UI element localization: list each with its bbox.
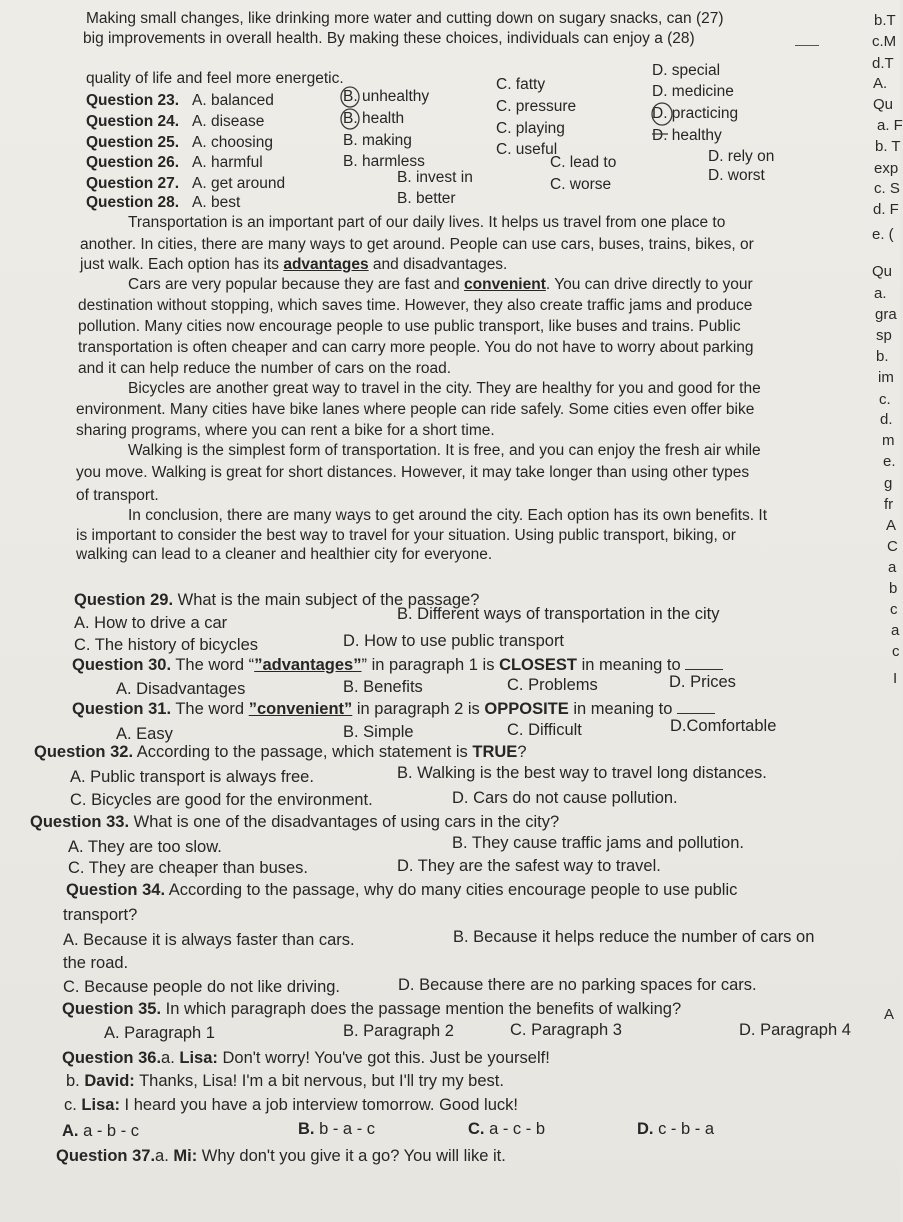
passage-p2-line3: pollution. Many cities now encourage people to use public transport, like buses and trains. Public (78, 318, 741, 335)
q29-stem: Question 29. What is the main subject of the passage? (74, 591, 480, 609)
intro-line-3: quality of life and feel more energetic. (86, 70, 344, 87)
q23-option-d: D. special (652, 62, 721, 79)
margin-fragment: d.T (872, 55, 894, 72)
margin-fragment: d. (880, 411, 893, 428)
margin-fragment: Qu (873, 96, 894, 113)
q28-option-d: D. worst (708, 167, 765, 184)
q28-option-b: B. better (397, 190, 456, 207)
passage-p2-line2: destination without stopping, which saves time. However, they also create traffic jams and produce (78, 297, 753, 314)
passage-p2-line1: Cars are very popular because they are fast and convenient. You can drive directly to your (128, 276, 753, 293)
q34-stem-line2: transport? (63, 906, 138, 924)
q34-option-b-cont: the road. (63, 954, 129, 972)
passage-p1-line3: just walk. Each option has its advantages and disadvantages. (80, 256, 508, 273)
q32-option-a: A. Public transport is always free. (70, 768, 314, 786)
q36-option-a: A. a - b - c (62, 1122, 140, 1140)
q30-target-word: ”advantages” (254, 656, 362, 674)
q32-stem: Question 32. According to the passage, which statement is TRUE? (34, 743, 527, 761)
q27-label: Question 27. (86, 175, 180, 192)
margin-fragment: e. ( (872, 226, 894, 243)
passage-p1-line2: another. In cities, there are many ways to get around. People can use cars, buses, trains, bikes, or (80, 236, 754, 253)
q32-option-c: C. Bicycles are good for the environment. (70, 791, 373, 809)
q35-option-d: D. Paragraph 4 (739, 1021, 851, 1039)
q37-line-a: Question 37.a. Mi: Why don't you give it a go? You will like it. (56, 1147, 506, 1165)
margin-fragment: c (890, 601, 898, 618)
passage-p3-line1: Bicycles are another great way to travel in the city. They are healthy for you and good for the (128, 380, 761, 397)
q24-option-d: D. medicine (652, 83, 734, 100)
q35-option-a: A. Paragraph 1 (104, 1024, 215, 1042)
q27-option-b: B. invest in (397, 169, 473, 186)
intro-line-1: Making small changes, like drinking more water and cutting down on sugary snacks, can (27) (86, 10, 724, 27)
q23-option-a: A. balanced (192, 92, 274, 109)
q34-option-d: D. Because there are no parking spaces for cars. (398, 976, 757, 994)
q33-option-c: C. They are cheaper than buses. (68, 859, 309, 877)
q24-label: Question 24. (86, 113, 180, 130)
q33-option-a: A. They are too slow. (68, 838, 222, 856)
margin-fragment: d. F (873, 201, 899, 218)
margin-fragment: A. (873, 75, 888, 92)
passage-p2-line4: transportation is often cheaper and can carry more people. You do not have to worry about parking (78, 339, 754, 356)
q29-option-d: D. How to use public transport (343, 632, 565, 650)
q30-option-a: A. Disadvantages (116, 680, 246, 698)
q25-label: Question 25. (86, 134, 180, 151)
q24-option-b: B. health (343, 110, 405, 127)
pen-circle (341, 109, 359, 129)
q34-option-c: C. Because people do not like driving. (63, 978, 341, 996)
q36-line-a: Question 36.a. Lisa: Don't worry! You've got this. Just be yourself! (62, 1049, 550, 1067)
passage-p5-line3: walking can lead to a cleaner and healthier city for everyone. (76, 546, 493, 563)
word-advantages: advantages (283, 256, 369, 273)
passage-p3-line2: environment. Many cities have bike lanes where people can ride safely. Some cities even offer bike (76, 401, 755, 418)
q32-option-d: D. Cars do not cause pollution. (452, 789, 678, 807)
q30-option-d: D. Prices (669, 673, 736, 691)
q28-option-c: C. worse (550, 176, 612, 193)
q28-option-a: A. best (192, 194, 241, 211)
margin-fragment: c.M (872, 33, 897, 50)
q31-target-word: ”convenient” (248, 700, 353, 718)
pen-circle (341, 87, 359, 107)
margin-fragment: a (888, 559, 897, 576)
q25-option-d: D. practicing (652, 105, 739, 122)
q31-option-a: A. Easy (116, 725, 173, 743)
q36-option-c: C. a - c - b (468, 1120, 546, 1138)
q36-line-b: b. David: Thanks, Lisa! I'm a bit nervous, but I'll try my best. (66, 1072, 504, 1090)
q25-option-a: A. choosing (192, 134, 273, 151)
q26-option-c: C. useful (496, 141, 558, 158)
q35-option-c: C. Paragraph 3 (510, 1021, 622, 1039)
passage-p4-line1: Walking is the simplest form of transportation. It is free, and you can enjoy the fresh air while (128, 442, 761, 459)
q34-option-a: A. Because it is always faster than cars. (63, 931, 355, 949)
q27-option-c: C. lead to (550, 154, 617, 171)
q33-option-d: D. They are the safest way to travel. (397, 857, 661, 875)
q31-option-c: C. Difficult (507, 721, 582, 739)
margin-fragment: b. T (875, 138, 901, 155)
q23-option-c: C. fatty (496, 76, 546, 93)
q30-stem: Question 30. The word “”advantages”” in paragraph 1 is CLOSEST in meaning to (72, 656, 723, 674)
q27-option-a: A. get around (192, 175, 286, 192)
margin-fragment: exp (874, 160, 899, 177)
margin-fragment: c (892, 643, 900, 660)
margin-fragment: b (889, 580, 898, 597)
margin-fragment: a (891, 622, 900, 639)
margin-fragment: b.T (874, 12, 896, 29)
q36-option-d: D. c - b - a (637, 1120, 715, 1138)
margin-fragment: b. (876, 348, 889, 365)
passage-p2-line5: and it can help reduce the number of cars on the road. (78, 360, 452, 377)
margin-fragment: a. F (877, 117, 903, 134)
q35-stem: Question 35. In which paragraph does the passage mention the benefits of walking? (62, 1000, 682, 1018)
margin-fragment: c. S (874, 180, 900, 197)
passage-p3-line3: sharing programs, where you can rent a bike for a short time. (76, 422, 495, 439)
margin-fragment: A (886, 517, 897, 534)
passage-p4-line2: you move. Walking is great for short distances. However, it may take longer than using other types (76, 464, 750, 481)
q29-option-c: C. The history of bicycles (74, 636, 259, 654)
margin-fragment: C (887, 538, 898, 555)
q23-label: Question 23. (86, 92, 180, 109)
q31-option-d: D.Comfortable (670, 717, 777, 735)
margin-fragment: m (882, 432, 895, 449)
intro-line-2: big improvements in overall health. By making these choices, individuals can enjoy a (28) (83, 30, 695, 47)
q26-option-d: D. healthy (652, 127, 722, 144)
margin-fragment: A (884, 1006, 895, 1023)
q26-option-a: A. harmful (192, 154, 263, 171)
margin-fragment: sp (876, 327, 892, 344)
q27-option-d: D. rely on (708, 148, 775, 165)
q31-option-b: B. Simple (343, 723, 414, 741)
q31-stem: Question 31. The word ”convenient” in paragraph 2 is OPPOSITE in meaning to (72, 700, 715, 718)
q30-option-b: B. Benefits (343, 678, 423, 696)
q30-option-c: C. Problems (507, 676, 598, 694)
q32-option-b: B. Walking is the best way to travel long distances. (397, 764, 767, 782)
q26-label: Question 26. (86, 154, 180, 171)
margin-fragment: a. (874, 285, 887, 302)
passage-p5-line1: In conclusion, there are many ways to get around the city. Each option has its own benefits. It (128, 507, 768, 524)
margin-fragment: gra (875, 306, 897, 323)
q28-label: Question 28. (86, 194, 180, 211)
q36-option-b: B. b - a - c (298, 1120, 376, 1138)
q33-stem: Question 33. What is one of the disadvantages of using cars in the city? (30, 813, 560, 831)
margin-fragment: I (893, 670, 898, 687)
q24-option-c: C. pressure (496, 98, 577, 115)
q23-option-b: B. unhealthy (343, 88, 430, 105)
passage-p4-line3: of transport. (76, 487, 159, 504)
margin-fragment: Qu (872, 263, 893, 280)
passage-p5-line2: is important to consider the best way to travel for your situation. Using public transport, biking, or (76, 527, 736, 544)
q25-option-c: C. playing (496, 120, 565, 137)
q24-option-a: A. disease (192, 113, 265, 130)
q34-stem-line1: Question 34. According to the passage, why do many cities encourage people to use public (66, 881, 738, 899)
margin-fragment: im (878, 369, 894, 386)
pen-circle (652, 103, 672, 125)
q25-option-b: B. making (343, 132, 412, 149)
margin-fragment: fr (884, 496, 894, 513)
q36-line-c: c. Lisa: I heard you have a job interview tomorrow. Good luck! (64, 1096, 518, 1114)
q29-option-b: B. Different ways of transportation in the city (397, 605, 720, 623)
margin-fragment: g (884, 475, 893, 492)
q26-option-b: B. harmless (343, 153, 425, 170)
margin-fragment: e. (883, 453, 896, 470)
passage-p1-line1: Transportation is an important part of our daily lives. It helps us travel from one place to (128, 214, 726, 231)
q34-option-b: B. Because it helps reduce the number of cars on (453, 928, 815, 946)
q35-option-b: B. Paragraph 2 (343, 1022, 454, 1040)
q33-option-b: B. They cause traffic jams and pollution. (452, 834, 744, 852)
margin-fragment: c. (879, 391, 891, 408)
word-convenient: convenient (464, 276, 546, 293)
q29-option-a: A. How to drive a car (74, 614, 228, 632)
